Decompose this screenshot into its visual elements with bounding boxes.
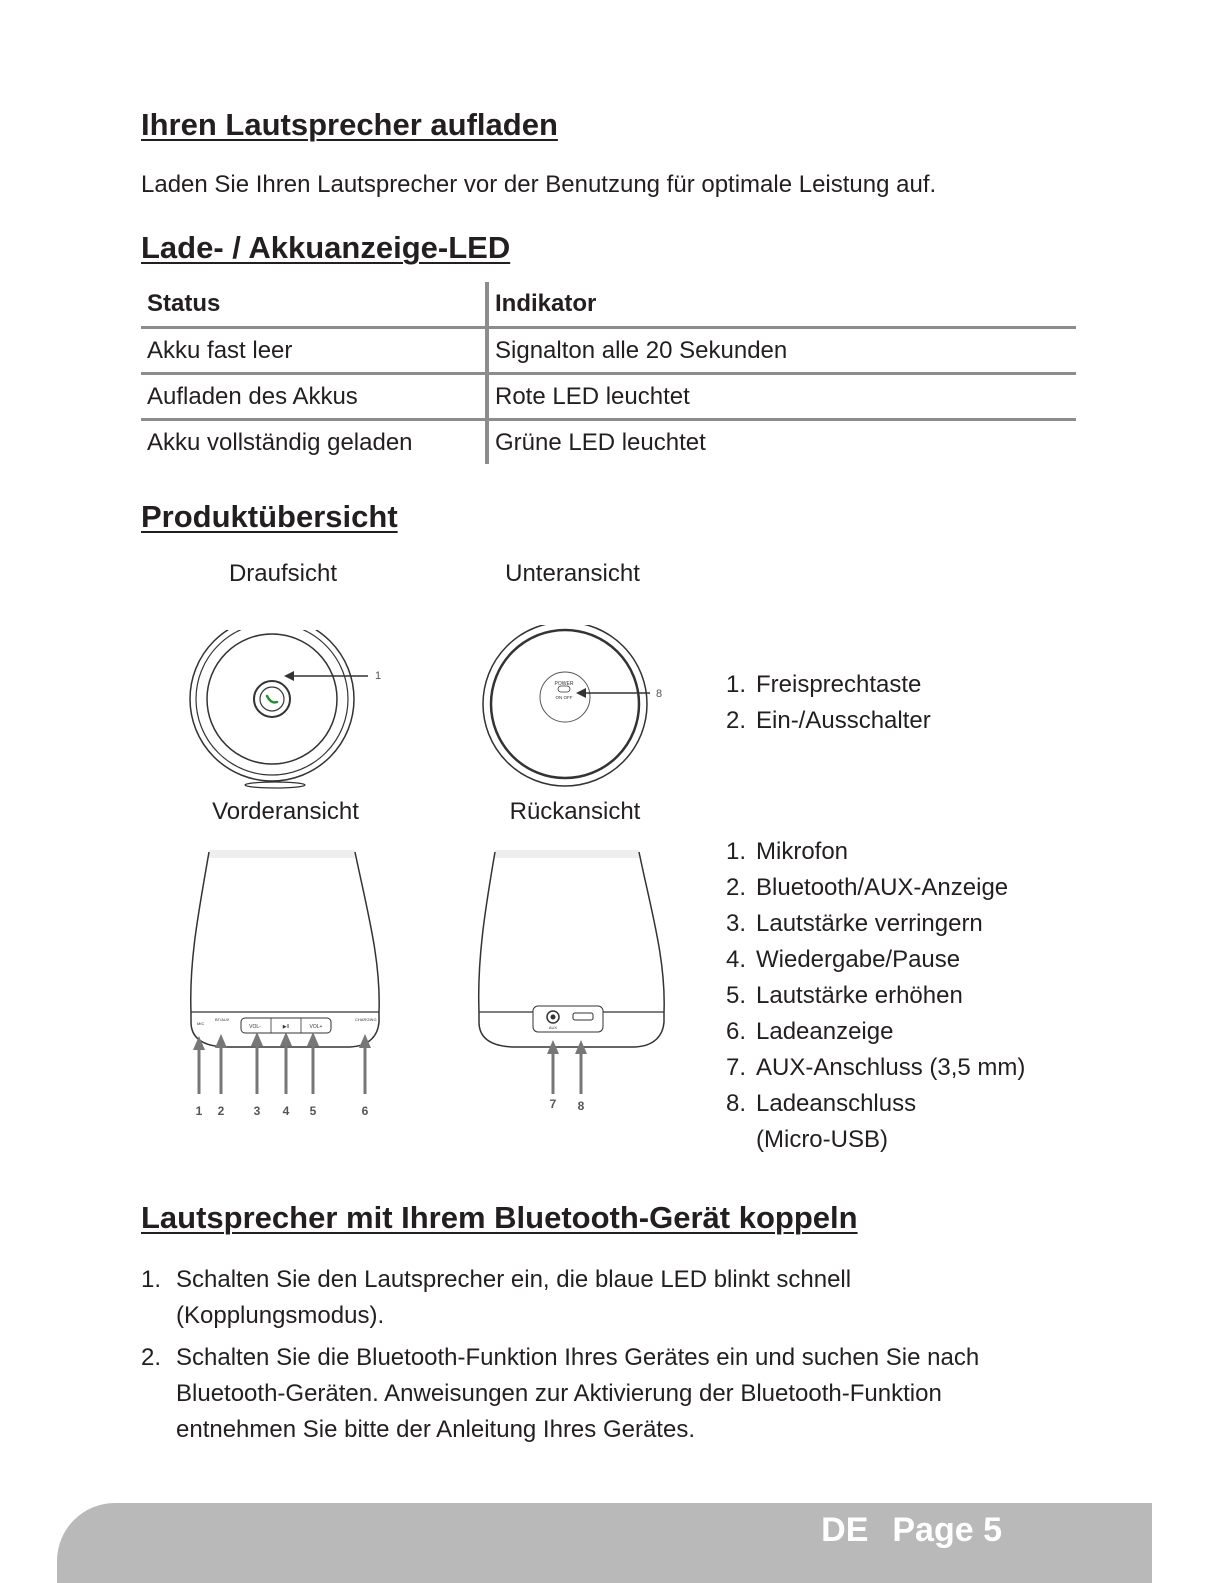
row-status: Akku fast leer [141, 328, 487, 374]
callout-4: 4 [282, 1104, 290, 1118]
callout-2: 2 [217, 1104, 225, 1118]
led-table [141, 282, 1076, 464]
list-item: 1. Schalten Sie den Lautsprecher ein, die blaue LED blinkt schnell (Kopplungsmodus). [141, 1266, 852, 1329]
row-indicator: Rote LED leuchtet [487, 374, 1076, 420]
mic-label: MIC [197, 1021, 205, 1026]
list-item: 2. Schalten Sie die Bluetooth-Funktion Ihres Gerätes ein und suchen Sie nach Bluetooth-Geräten. Anweisungen zur Aktivierung der Bluetooth-Funktion entnehmen Sie bitte der Anleitung Ihres Gerätes. [141, 1344, 980, 1443]
charging-text: Laden Sie Ihren Lautsprecher vor der Benutzung für optimale Leistung auf. [141, 171, 937, 198]
row-status: Akku vollständig geladen [141, 420, 487, 465]
row-indicator: Grüne LED leuchtet [487, 420, 1076, 465]
table-row [141, 328, 1076, 374]
table-row [141, 374, 1076, 420]
callout-3: 3 [253, 1104, 261, 1118]
footer-lang: DE [821, 1511, 869, 1549]
header-status: Status [147, 290, 221, 317]
list-item: 2. Bluetooth/AUX-Anzeige [726, 874, 1009, 901]
power-label: POWER [554, 681, 574, 687]
footer-text [821, 1511, 1002, 1550]
label-back-view: Rückansicht [509, 798, 641, 825]
list-item-continuation: (Micro-USB) [756, 1126, 888, 1153]
page-footer [57, 1503, 1152, 1583]
page-number: Page 5 [892, 1511, 1002, 1549]
pairing-steps [141, 1262, 1061, 1454]
vol-plus-label: VOL+ [309, 1024, 323, 1030]
back-view-drawing [475, 850, 675, 1125]
callout-6: 6 [361, 1104, 369, 1118]
heading-led: Lade- / Akkuanzeige-LED [141, 230, 511, 265]
label-front-view: Vorderansicht [212, 798, 359, 825]
list-item: 3. Lautstärke verringern [726, 910, 983, 937]
callout-5: 5 [309, 1104, 317, 1118]
callout-8: 8 [577, 1099, 585, 1113]
label-bottom-view: Unteransicht [505, 560, 640, 587]
on-off-label: ON OFF [555, 695, 573, 700]
callout-1: 1 [195, 1104, 203, 1118]
charging-label: CHARGING [355, 1017, 377, 1022]
top-legend [726, 667, 931, 739]
table-row [141, 420, 1076, 465]
front-view-drawing [185, 850, 390, 1120]
label-top-view: Draufsicht [228, 560, 338, 587]
heading-pairing: Lautsprecher mit Ihrem Bluetooth-Gerät koppeln [141, 1200, 858, 1235]
play-pause-label: ▶II [282, 1024, 290, 1030]
list-item: 1. Mikrofon [726, 838, 849, 865]
list-item: 7. AUX-Anschluss (3,5 mm) [726, 1054, 1026, 1081]
callout-8: 8 [656, 688, 663, 700]
top-view-drawing [180, 630, 400, 790]
bottom-view-drawing [470, 625, 680, 790]
aux-label: AUX [548, 1025, 558, 1030]
side-legend [726, 834, 1025, 1158]
list-item: 5. Lautstärke erhöhen [726, 982, 963, 1009]
list-item: 1. Freisprechtaste [726, 671, 922, 698]
header-indicator: Indikator [487, 282, 1076, 328]
list-item: 2. Ein-/Ausschalter [726, 707, 931, 734]
heading-charging: Ihren Lautsprecher aufladen [141, 107, 558, 142]
row-indicator: Signalton alle 20 Sekunden [487, 328, 1076, 374]
row-status: Aufladen des Akkus [141, 374, 487, 420]
list-item: 6. Ladeanzeige [726, 1018, 894, 1045]
list-item: 8. Ladeanschluss [726, 1090, 917, 1117]
callout-7: 7 [549, 1097, 557, 1111]
bt-aux-label: BT/AUX [215, 1017, 230, 1022]
heading-overview: Produktübersicht [141, 499, 398, 534]
list-item: 4. Wiedergabe/Pause [726, 946, 961, 973]
led-table-header [141, 282, 1076, 328]
vol-minus-label: VOL- [249, 1024, 261, 1030]
callout-1: 1 [375, 670, 382, 682]
